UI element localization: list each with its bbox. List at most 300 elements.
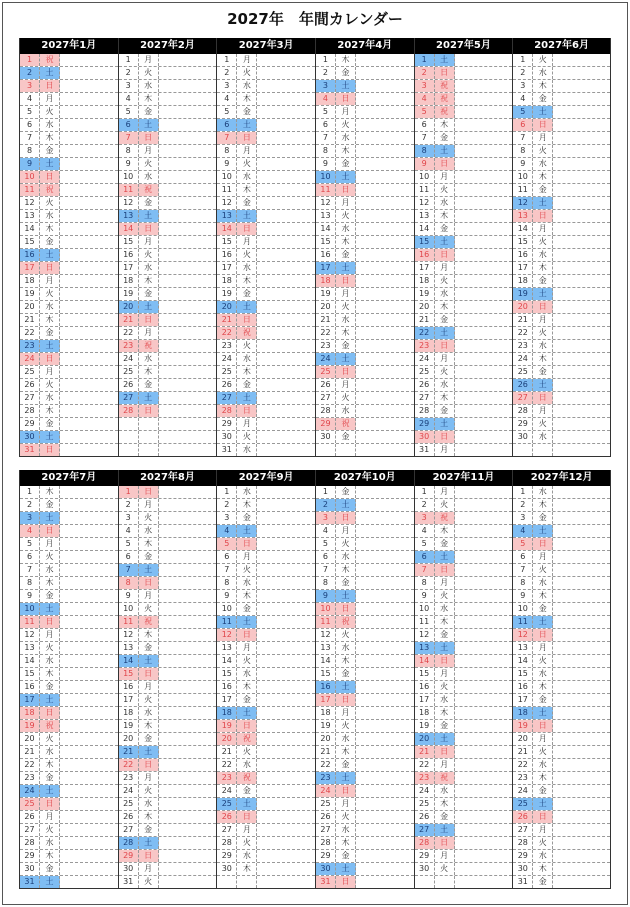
day-memo-cell[interactable]: [356, 223, 414, 235]
day-memo-cell[interactable]: [455, 184, 513, 196]
day-memo-cell[interactable]: [356, 301, 414, 313]
day-memo-cell[interactable]: [60, 288, 118, 300]
day-memo-cell[interactable]: [553, 564, 610, 576]
day-memo-cell[interactable]: [455, 431, 513, 443]
day-memo-cell[interactable]: [356, 340, 414, 352]
day-memo-cell[interactable]: [60, 145, 118, 157]
day-memo-cell[interactable]: [257, 798, 315, 810]
day-memo-cell[interactable]: [257, 431, 315, 443]
day-memo-cell[interactable]: [455, 158, 513, 170]
day-memo-cell[interactable]: [553, 327, 610, 339]
day-memo-cell[interactable]: [356, 171, 414, 183]
day-memo-cell[interactable]: [356, 80, 414, 92]
day-memo-cell[interactable]: [159, 262, 217, 274]
day-memo-cell[interactable]: [159, 444, 217, 456]
day-memo-cell[interactable]: [553, 525, 610, 537]
day-memo-cell[interactable]: [455, 811, 513, 823]
day-memo-cell[interactable]: [455, 80, 513, 92]
day-memo-cell[interactable]: [60, 119, 118, 131]
day-memo-cell[interactable]: [257, 301, 315, 313]
day-memo-cell[interactable]: [553, 80, 610, 92]
day-memo-cell[interactable]: [159, 603, 217, 615]
day-memo-cell[interactable]: [356, 720, 414, 732]
day-memo-cell[interactable]: [60, 551, 118, 563]
day-memo-cell[interactable]: [159, 314, 217, 326]
day-memo-cell[interactable]: [455, 54, 513, 66]
day-memo-cell[interactable]: [257, 655, 315, 667]
day-memo-cell[interactable]: [553, 850, 610, 862]
day-memo-cell[interactable]: [553, 249, 610, 261]
day-memo-cell[interactable]: [60, 340, 118, 352]
day-memo-cell[interactable]: [159, 668, 217, 680]
day-memo-cell[interactable]: [356, 616, 414, 628]
day-memo-cell[interactable]: [257, 642, 315, 654]
day-memo-cell[interactable]: [356, 431, 414, 443]
day-memo-cell[interactable]: [257, 288, 315, 300]
day-memo-cell[interactable]: [455, 733, 513, 745]
day-memo-cell[interactable]: [257, 392, 315, 404]
day-memo-cell[interactable]: [553, 486, 610, 498]
day-memo-cell[interactable]: [159, 772, 217, 784]
day-memo-cell[interactable]: [455, 512, 513, 524]
day-memo-cell[interactable]: [553, 184, 610, 196]
day-memo-cell[interactable]: [455, 197, 513, 209]
day-memo-cell[interactable]: [159, 93, 217, 105]
day-memo-cell[interactable]: [455, 418, 513, 430]
day-memo-cell[interactable]: [159, 551, 217, 563]
day-memo-cell[interactable]: [159, 577, 217, 589]
day-memo-cell[interactable]: [257, 444, 315, 456]
day-memo-cell[interactable]: [356, 668, 414, 680]
day-memo-cell[interactable]: [159, 80, 217, 92]
day-memo-cell[interactable]: [159, 564, 217, 576]
day-memo-cell[interactable]: [257, 668, 315, 680]
day-memo-cell[interactable]: [455, 577, 513, 589]
day-memo-cell[interactable]: [257, 54, 315, 66]
day-memo-cell[interactable]: [159, 223, 217, 235]
day-memo-cell[interactable]: [257, 275, 315, 287]
day-memo-cell[interactable]: [60, 418, 118, 430]
day-memo-cell[interactable]: [60, 655, 118, 667]
day-memo-cell[interactable]: [455, 642, 513, 654]
day-memo-cell[interactable]: [159, 340, 217, 352]
day-memo-cell[interactable]: [356, 551, 414, 563]
day-memo-cell[interactable]: [257, 379, 315, 391]
day-memo-cell[interactable]: [60, 197, 118, 209]
day-memo-cell[interactable]: [455, 262, 513, 274]
day-memo-cell[interactable]: [455, 590, 513, 602]
day-memo-cell[interactable]: [455, 236, 513, 248]
day-memo-cell[interactable]: [455, 249, 513, 261]
day-memo-cell[interactable]: [356, 392, 414, 404]
day-memo-cell[interactable]: [257, 80, 315, 92]
day-memo-cell[interactable]: [553, 733, 610, 745]
day-memo-cell[interactable]: [356, 538, 414, 550]
day-memo-cell[interactable]: [159, 184, 217, 196]
day-memo-cell[interactable]: [553, 720, 610, 732]
day-memo-cell[interactable]: [356, 746, 414, 758]
day-memo-cell[interactable]: [356, 733, 414, 745]
day-memo-cell[interactable]: [60, 668, 118, 680]
day-memo-cell[interactable]: [455, 210, 513, 222]
day-memo-cell[interactable]: [356, 106, 414, 118]
day-memo-cell[interactable]: [553, 353, 610, 365]
day-memo-cell[interactable]: [455, 327, 513, 339]
day-memo-cell[interactable]: [159, 418, 217, 430]
day-memo-cell[interactable]: [60, 379, 118, 391]
day-memo-cell[interactable]: [159, 197, 217, 209]
day-memo-cell[interactable]: [159, 499, 217, 511]
day-memo-cell[interactable]: [455, 353, 513, 365]
day-memo-cell[interactable]: [257, 366, 315, 378]
day-memo-cell[interactable]: [60, 759, 118, 771]
day-memo-cell[interactable]: [356, 798, 414, 810]
day-memo-cell[interactable]: [159, 681, 217, 693]
day-memo-cell[interactable]: [159, 366, 217, 378]
day-memo-cell[interactable]: [257, 564, 315, 576]
day-memo-cell[interactable]: [159, 837, 217, 849]
day-memo-cell[interactable]: [356, 353, 414, 365]
day-memo-cell[interactable]: [60, 525, 118, 537]
day-memo-cell[interactable]: [257, 314, 315, 326]
day-memo-cell[interactable]: [60, 577, 118, 589]
day-memo-cell[interactable]: [553, 655, 610, 667]
day-memo-cell[interactable]: [553, 444, 610, 456]
day-memo-cell[interactable]: [553, 499, 610, 511]
day-memo-cell[interactable]: [159, 512, 217, 524]
day-memo-cell[interactable]: [159, 525, 217, 537]
day-memo-cell[interactable]: [257, 707, 315, 719]
day-memo-cell[interactable]: [60, 301, 118, 313]
day-memo-cell[interactable]: [455, 392, 513, 404]
day-memo-cell[interactable]: [356, 405, 414, 417]
day-memo-cell[interactable]: [455, 486, 513, 498]
day-memo-cell[interactable]: [553, 629, 610, 641]
day-memo-cell[interactable]: [455, 499, 513, 511]
day-memo-cell[interactable]: [553, 379, 610, 391]
day-memo-cell[interactable]: [257, 106, 315, 118]
day-memo-cell[interactable]: [455, 824, 513, 836]
day-memo-cell[interactable]: [257, 236, 315, 248]
day-memo-cell[interactable]: [257, 119, 315, 131]
day-memo-cell[interactable]: [455, 288, 513, 300]
day-memo-cell[interactable]: [60, 486, 118, 498]
day-memo-cell[interactable]: [60, 499, 118, 511]
day-memo-cell[interactable]: [159, 431, 217, 443]
day-memo-cell[interactable]: [60, 210, 118, 222]
day-memo-cell[interactable]: [257, 210, 315, 222]
day-memo-cell[interactable]: [455, 707, 513, 719]
day-memo-cell[interactable]: [553, 158, 610, 170]
day-memo-cell[interactable]: [159, 720, 217, 732]
day-memo-cell[interactable]: [159, 798, 217, 810]
day-memo-cell[interactable]: [455, 171, 513, 183]
day-memo-cell[interactable]: [257, 551, 315, 563]
day-memo-cell[interactable]: [257, 772, 315, 784]
day-memo-cell[interactable]: [356, 486, 414, 498]
day-memo-cell[interactable]: [257, 158, 315, 170]
day-memo-cell[interactable]: [553, 681, 610, 693]
day-memo-cell[interactable]: [60, 616, 118, 628]
day-memo-cell[interactable]: [553, 236, 610, 248]
day-memo-cell[interactable]: [356, 379, 414, 391]
day-memo-cell[interactable]: [455, 314, 513, 326]
day-memo-cell[interactable]: [553, 811, 610, 823]
day-memo-cell[interactable]: [356, 444, 414, 456]
day-memo-cell[interactable]: [356, 93, 414, 105]
day-memo-cell[interactable]: [553, 405, 610, 417]
day-memo-cell[interactable]: [356, 327, 414, 339]
day-memo-cell[interactable]: [60, 184, 118, 196]
day-memo-cell[interactable]: [60, 603, 118, 615]
day-memo-cell[interactable]: [553, 538, 610, 550]
day-memo-cell[interactable]: [455, 564, 513, 576]
day-memo-cell[interactable]: [60, 772, 118, 784]
day-memo-cell[interactable]: [60, 785, 118, 797]
day-memo-cell[interactable]: [60, 392, 118, 404]
day-memo-cell[interactable]: [455, 798, 513, 810]
day-memo-cell[interactable]: [60, 876, 118, 888]
day-memo-cell[interactable]: [455, 106, 513, 118]
day-memo-cell[interactable]: [159, 707, 217, 719]
day-memo-cell[interactable]: [356, 577, 414, 589]
day-memo-cell[interactable]: [257, 616, 315, 628]
day-memo-cell[interactable]: [60, 314, 118, 326]
day-memo-cell[interactable]: [553, 119, 610, 131]
day-memo-cell[interactable]: [60, 733, 118, 745]
day-memo-cell[interactable]: [455, 379, 513, 391]
day-memo-cell[interactable]: [455, 405, 513, 417]
day-memo-cell[interactable]: [356, 197, 414, 209]
day-memo-cell[interactable]: [455, 340, 513, 352]
day-memo-cell[interactable]: [356, 132, 414, 144]
day-memo-cell[interactable]: [553, 197, 610, 209]
day-memo-cell[interactable]: [553, 824, 610, 836]
day-memo-cell[interactable]: [159, 275, 217, 287]
day-memo-cell[interactable]: [159, 824, 217, 836]
day-memo-cell[interactable]: [356, 512, 414, 524]
day-memo-cell[interactable]: [553, 366, 610, 378]
day-memo-cell[interactable]: [553, 392, 610, 404]
day-memo-cell[interactable]: [159, 863, 217, 875]
day-memo-cell[interactable]: [553, 785, 610, 797]
day-memo-cell[interactable]: [159, 655, 217, 667]
day-memo-cell[interactable]: [257, 850, 315, 862]
day-memo-cell[interactable]: [553, 106, 610, 118]
day-memo-cell[interactable]: [159, 106, 217, 118]
day-memo-cell[interactable]: [553, 759, 610, 771]
day-memo-cell[interactable]: [257, 418, 315, 430]
day-memo-cell[interactable]: [159, 67, 217, 79]
day-memo-cell[interactable]: [257, 876, 315, 888]
day-memo-cell[interactable]: [159, 876, 217, 888]
day-memo-cell[interactable]: [553, 54, 610, 66]
day-memo-cell[interactable]: [455, 629, 513, 641]
day-memo-cell[interactable]: [553, 746, 610, 758]
day-memo-cell[interactable]: [455, 275, 513, 287]
day-memo-cell[interactable]: [455, 759, 513, 771]
day-memo-cell[interactable]: [356, 837, 414, 849]
day-memo-cell[interactable]: [257, 733, 315, 745]
day-memo-cell[interactable]: [60, 171, 118, 183]
day-memo-cell[interactable]: [159, 301, 217, 313]
day-memo-cell[interactable]: [159, 785, 217, 797]
day-memo-cell[interactable]: [455, 551, 513, 563]
day-memo-cell[interactable]: [553, 210, 610, 222]
day-memo-cell[interactable]: [257, 759, 315, 771]
day-memo-cell[interactable]: [159, 132, 217, 144]
day-memo-cell[interactable]: [356, 772, 414, 784]
day-memo-cell[interactable]: [257, 93, 315, 105]
day-memo-cell[interactable]: [356, 119, 414, 131]
day-memo-cell[interactable]: [60, 405, 118, 417]
day-memo-cell[interactable]: [60, 444, 118, 456]
day-memo-cell[interactable]: [159, 486, 217, 498]
day-memo-cell[interactable]: [455, 93, 513, 105]
day-memo-cell[interactable]: [553, 314, 610, 326]
day-memo-cell[interactable]: [257, 785, 315, 797]
day-memo-cell[interactable]: [553, 694, 610, 706]
day-memo-cell[interactable]: [159, 379, 217, 391]
day-memo-cell[interactable]: [455, 785, 513, 797]
day-memo-cell[interactable]: [257, 184, 315, 196]
day-memo-cell[interactable]: [455, 746, 513, 758]
day-memo-cell[interactable]: [455, 132, 513, 144]
day-memo-cell[interactable]: [553, 616, 610, 628]
day-memo-cell[interactable]: [553, 418, 610, 430]
day-memo-cell[interactable]: [356, 418, 414, 430]
day-memo-cell[interactable]: [553, 642, 610, 654]
day-memo-cell[interactable]: [159, 694, 217, 706]
day-memo-cell[interactable]: [257, 262, 315, 274]
day-memo-cell[interactable]: [356, 694, 414, 706]
day-memo-cell[interactable]: [159, 733, 217, 745]
day-memo-cell[interactable]: [455, 301, 513, 313]
day-memo-cell[interactable]: [553, 93, 610, 105]
day-memo-cell[interactable]: [60, 694, 118, 706]
day-memo-cell[interactable]: [553, 145, 610, 157]
day-memo-cell[interactable]: [60, 811, 118, 823]
day-memo-cell[interactable]: [356, 655, 414, 667]
day-memo-cell[interactable]: [257, 197, 315, 209]
day-memo-cell[interactable]: [159, 616, 217, 628]
day-memo-cell[interactable]: [60, 327, 118, 339]
day-memo-cell[interactable]: [356, 236, 414, 248]
day-memo-cell[interactable]: [60, 275, 118, 287]
day-memo-cell[interactable]: [257, 499, 315, 511]
day-memo-cell[interactable]: [455, 145, 513, 157]
day-memo-cell[interactable]: [356, 564, 414, 576]
day-memo-cell[interactable]: [455, 223, 513, 235]
day-memo-cell[interactable]: [257, 837, 315, 849]
day-memo-cell[interactable]: [356, 67, 414, 79]
day-memo-cell[interactable]: [553, 577, 610, 589]
day-memo-cell[interactable]: [60, 236, 118, 248]
day-memo-cell[interactable]: [553, 876, 610, 888]
day-memo-cell[interactable]: [60, 824, 118, 836]
day-memo-cell[interactable]: [60, 850, 118, 862]
day-memo-cell[interactable]: [257, 223, 315, 235]
day-memo-cell[interactable]: [257, 132, 315, 144]
day-memo-cell[interactable]: [159, 392, 217, 404]
day-memo-cell[interactable]: [553, 132, 610, 144]
day-memo-cell[interactable]: [159, 811, 217, 823]
day-memo-cell[interactable]: [60, 67, 118, 79]
day-memo-cell[interactable]: [159, 590, 217, 602]
day-memo-cell[interactable]: [60, 158, 118, 170]
day-memo-cell[interactable]: [455, 119, 513, 131]
day-memo-cell[interactable]: [257, 145, 315, 157]
day-memo-cell[interactable]: [159, 327, 217, 339]
day-memo-cell[interactable]: [455, 681, 513, 693]
day-memo-cell[interactable]: [60, 538, 118, 550]
day-memo-cell[interactable]: [257, 720, 315, 732]
day-memo-cell[interactable]: [455, 67, 513, 79]
day-memo-cell[interactable]: [356, 314, 414, 326]
day-memo-cell[interactable]: [356, 811, 414, 823]
day-memo-cell[interactable]: [60, 132, 118, 144]
day-memo-cell[interactable]: [356, 759, 414, 771]
day-memo-cell[interactable]: [159, 145, 217, 157]
day-memo-cell[interactable]: [356, 603, 414, 615]
day-memo-cell[interactable]: [257, 863, 315, 875]
day-memo-cell[interactable]: [455, 837, 513, 849]
day-memo-cell[interactable]: [257, 171, 315, 183]
day-memo-cell[interactable]: [159, 236, 217, 248]
day-memo-cell[interactable]: [257, 694, 315, 706]
day-memo-cell[interactable]: [60, 262, 118, 274]
day-memo-cell[interactable]: [257, 746, 315, 758]
day-memo-cell[interactable]: [60, 80, 118, 92]
day-memo-cell[interactable]: [356, 681, 414, 693]
day-memo-cell[interactable]: [60, 798, 118, 810]
day-memo-cell[interactable]: [257, 811, 315, 823]
day-memo-cell[interactable]: [159, 158, 217, 170]
day-memo-cell[interactable]: [159, 538, 217, 550]
day-memo-cell[interactable]: [257, 340, 315, 352]
day-memo-cell[interactable]: [553, 551, 610, 563]
day-memo-cell[interactable]: [257, 824, 315, 836]
day-memo-cell[interactable]: [159, 288, 217, 300]
day-memo-cell[interactable]: [356, 158, 414, 170]
day-memo-cell[interactable]: [553, 837, 610, 849]
day-memo-cell[interactable]: [159, 249, 217, 261]
day-memo-cell[interactable]: [60, 431, 118, 443]
day-memo-cell[interactable]: [60, 681, 118, 693]
day-memo-cell[interactable]: [553, 863, 610, 875]
day-memo-cell[interactable]: [553, 668, 610, 680]
day-memo-cell[interactable]: [356, 249, 414, 261]
day-memo-cell[interactable]: [356, 642, 414, 654]
day-memo-cell[interactable]: [60, 863, 118, 875]
day-memo-cell[interactable]: [60, 564, 118, 576]
day-memo-cell[interactable]: [455, 668, 513, 680]
day-memo-cell[interactable]: [553, 772, 610, 784]
day-memo-cell[interactable]: [356, 262, 414, 274]
day-memo-cell[interactable]: [356, 210, 414, 222]
day-memo-cell[interactable]: [60, 642, 118, 654]
day-memo-cell[interactable]: [60, 54, 118, 66]
day-memo-cell[interactable]: [356, 863, 414, 875]
day-memo-cell[interactable]: [257, 681, 315, 693]
day-memo-cell[interactable]: [60, 366, 118, 378]
day-memo-cell[interactable]: [356, 824, 414, 836]
day-memo-cell[interactable]: [553, 262, 610, 274]
day-memo-cell[interactable]: [553, 275, 610, 287]
day-memo-cell[interactable]: [356, 629, 414, 641]
day-memo-cell[interactable]: [356, 707, 414, 719]
day-memo-cell[interactable]: [257, 353, 315, 365]
